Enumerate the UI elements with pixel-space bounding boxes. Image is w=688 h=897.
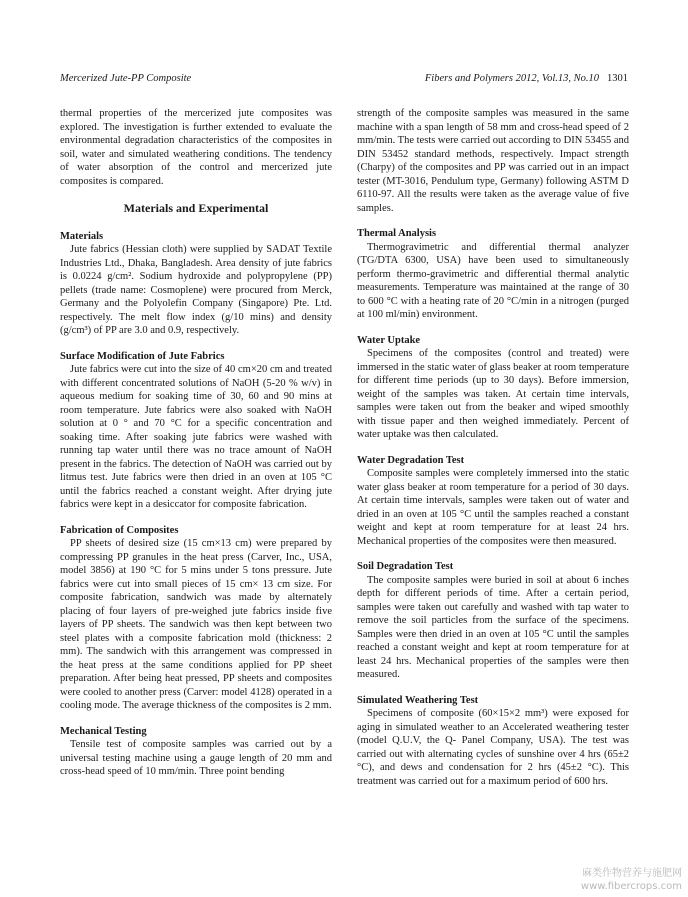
left-column [60, 107, 332, 779]
materials-paragraph: Jute fabrics (Hessian cloth) were supplied by SADAT Textile Industries Ltd., Dhaka, Bangladesh. Area density of jute fabrics is 0.0224 g/cm². Sodium hydroxide and polypropylene (PP) pellets (trade name: Cosmoplene) were procured from Merck, Germany and the Polyolefin Company (Singapore) Pte. Ltd. respectively. The melt flow index (g/10 mins) and density (g/cm³) of PP are 3.0 and 0.9, respectively. [60, 244, 332, 336]
page-number: 1301 [607, 73, 628, 84]
fabrication-heading: Fabrication of Composites [60, 524, 179, 536]
water-uptake-paragraph: Specimens of the composites (control and treated) were immersed in the static water of glass beaker at room temperature for different time periods (up to 30 days). Before immersion, weight of the samples was taken. At certain time intervals, samples were taken out from the beaker and wiped smoothly with tissue paper and then weighed immediately. Percent of water uptake was then calculated. [357, 348, 629, 440]
simulated-weathering-heading: Simulated Weathering Test [357, 694, 479, 706]
soil-degradation-heading: Soil Degradation Test [357, 561, 454, 572]
simulated-weathering-paragraph: Specimens of composite (60×15×2 mm³) were exposed for aging in simulated weather to an Accelerated weathering tester (model Q.U.V, the Q- Panel Company, USA). The test was carried out with alternating cycles of sunshine over 4 hrs (65±2 °C), and dews and condensation for 2 hrs (45±2 °C). This treatment was carried out for a maximum period of 600 hrs. [357, 708, 629, 787]
right-column [357, 107, 629, 788]
watermark-chinese-text: 麻类作物营养与施肥网 [582, 868, 682, 879]
mechanical-testing-heading: Mechanical Testing [60, 725, 147, 737]
water-degradation-heading: Water Degradation Test [357, 454, 465, 466]
continued-paragraph: strength of the composite samples was measured in the same machine with a span length of 58 mm and cross-head speed of 2 mm/min. The tests were carried out according to DIN 53455 and DIN 53452 standard methods, respectively. Impact strength (Charpy) of the composites and PP was carried out in an impact tester (MT-3016, Pendulum type, Germany) following ASTM D 6110-97. All the results were taken as the average value of five samples. [357, 108, 629, 214]
water-uptake-heading: Water Uptake [357, 334, 421, 346]
site-watermark [581, 867, 682, 893]
section-title: Materials and Experimental [123, 201, 269, 215]
soil-degradation-paragraph: The composite samples were buried in soil at about 6 inches depth for different periods of time. After a certain period, samples were taken out carefully and washed with tap water to remove the soil particles from the surface of the specimens. Samples were then dried in an oven at 105 °C until the samples reached a constant weight and kept at room temperature for at least 24 hrs. Mechanical properties of the samples were then measured. [357, 574, 629, 680]
journal-name: Fibers and Polymers 2012, Vol.13, No.10 [424, 73, 599, 84]
water-degradation-paragraph: Composite samples were completely immersed into the static water glass beaker at room temperature for a period of 30 days. At certain time intervals, samples were taken out of water and dried in an oven at 105 °C until the samples reached a constant weight and kept at room temperature for at least 24 hrs. Mechanical properties of the composites were then measured. [357, 468, 629, 547]
surface-modification-heading: Surface Modification of Jute Fabrics [60, 350, 225, 362]
thermal-analysis-paragraph: Thermogravimetric and differential thermal analyzer (TG/DTA 6300, USA) have been used to simultaneously perform thermo-gravimetric and differential thermal analytic measurements. Temperature was maintained at the range of 30 to 600 °C with a heating rate of 20 °C/min in a nitrogen (purged at 100 ml/min) environment. [357, 241, 629, 320]
surface-modification-paragraph: Jute fabrics were cut into the size of 40 cm×20 cm and treated with different concentrated solutions of NaOH (5-20 % w/v) in aqueous medium for soaking time of 30, 60 and 90 mins at room temperature. Jute fabrics were also soaked with NaOH solution at 0 ° and 70 °C for a specific concentration and soaking time. After soaking jute fabrics were washed with running tap water until there was no trace amount of NaOH present in the fabrics. The detection of NaOH was carried out by litmus test. Jute fabrics were then dried in an oven at 105 °C until the fabrics reached a constant weight. After drying jute fabrics were kept in a desiccator for composite fabrication. [60, 364, 332, 510]
watermark-url: www.fibercrops.com [580, 881, 682, 892]
journal-citation [425, 73, 628, 84]
running-header [60, 73, 628, 87]
running-title: Mercerized Jute-PP Composite [60, 73, 192, 84]
intro-paragraph: thermal properties of the mercerized jute composites was explored. The investigation is further extended to evaluate the environmental degradation characteristics of the composites in soil, water and simulated weathering conditions. The tendency of water absorption of the control and mercerized jute composites is compared. [60, 108, 332, 187]
fabrication-paragraph: PP sheets of desired size (15 cm×13 cm) were prepared by compressing PP granules in the heat press (Carver, Inc., USA, model 3856) at 190 °C for 5 mins under 5 tons pressure. Jute fabrics were cut into small pieces of 15 cm× 13 cm size. For composite fabrication, sandwich was made by alternately placing of four layers of pre-weighed jute fabrics inside five layers of PP sheets. The sandwich was then kept between two steel plates with a composite fabrication mold (thickness: 2 mm). The sandwich with this arrangement was compressed in the heat press at the same conditions applied for PP sheet preparation. After being heat pressed, PP sheets and composites were cooled to another press (Carver: model 4128) operated in a cooling mode. The average thickness of the composites is 2 mm. [60, 538, 332, 711]
mechanical-testing-paragraph: Tensile test of composite samples was carried out by a universal testing machine using a gauge length of 20 mm and cross-head speed of 10 mm/min. Three point bending [60, 739, 332, 777]
materials-heading: Materials [60, 230, 104, 242]
thermal-analysis-heading: Thermal Analysis [357, 228, 437, 239]
